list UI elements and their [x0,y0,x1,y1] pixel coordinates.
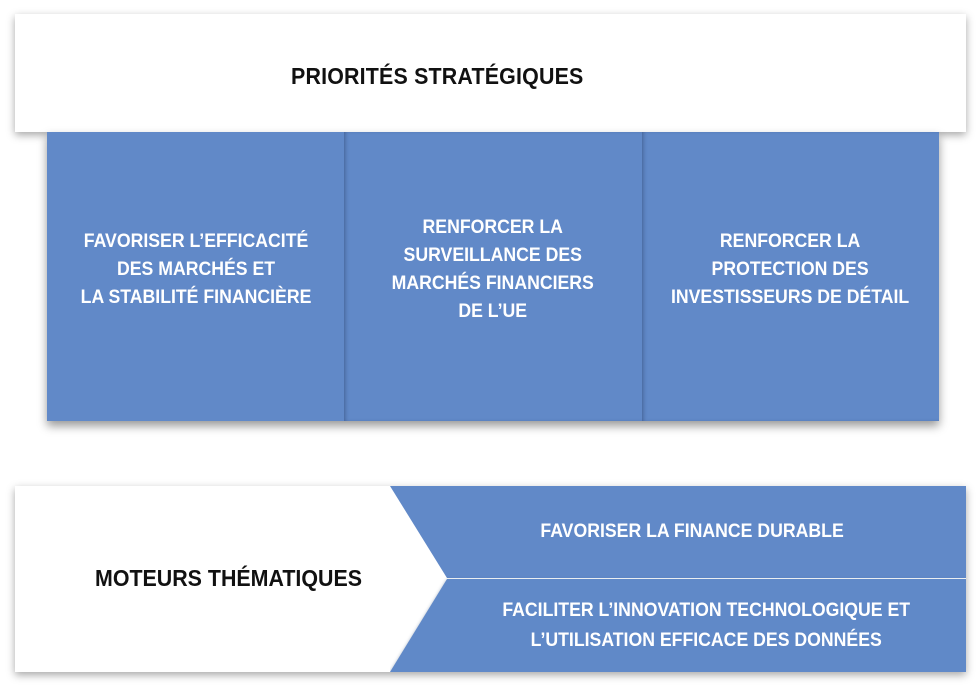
pillar-market-efficiency-label: FAVORISER L’EFFICACITÉ DES MARCHÉS ET LA STABILITÉ FINANCIÈRE [80,230,312,308]
driver-sustainable-finance-label: FAVORISER LA FINANCE DURABLE [540,521,844,542]
pillar-market-efficiency [47,132,344,421]
driver-innovation-data-label: FACILITER L’INNOVATION TECHNOLOGIQUE ET L’UTILISATION EFFICACE DES DONNÉES [502,600,910,651]
pillar-market-supervision-label: RENFORCER LA SURVEILLANCE DES MARCHÉS FINANCIERS DE L’UE [391,216,595,322]
driver-innovation-data [464,580,948,672]
pillar-market-supervision [344,132,641,421]
thematic-drivers-section [15,486,966,672]
strategic-priorities-pillars [47,132,939,421]
thematic-drivers-title: MOTEURS THÉMATIQUES [95,565,362,591]
strategic-priorities-header [15,14,966,132]
pillar-investor-protection-label: RENFORCER LA PROTECTION DES INVESTISSEURS DE DÉTAIL [671,230,910,308]
driver-sustainable-finance [464,486,920,578]
pillar-investor-protection [642,132,939,421]
strategic-priorities-title: PRIORITÉS STRATÉGIQUES [291,63,584,89]
